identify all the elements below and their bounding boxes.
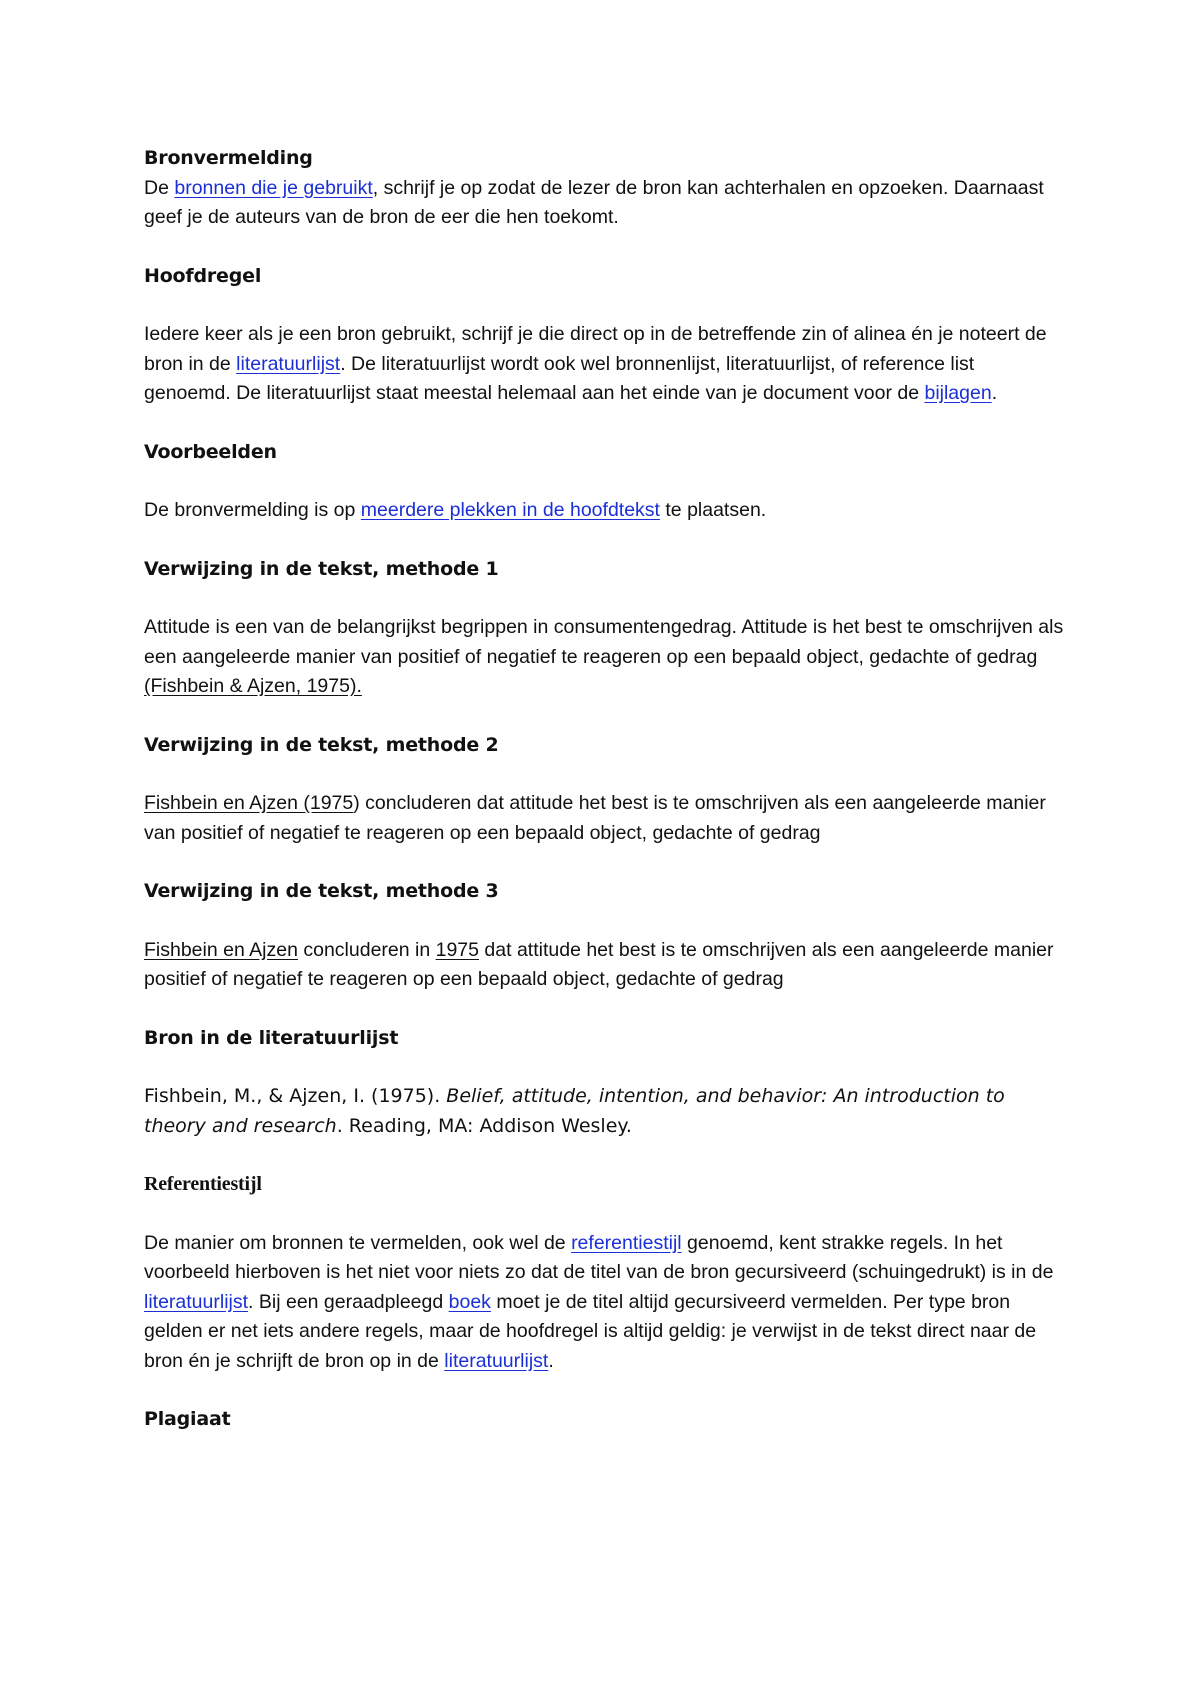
link-meerdere-plekken[interactable]: meerdere plekken in de hoofdtekst bbox=[360, 499, 660, 521]
text-run: , schrijf je op zodat de lezer de bron kan achterhalen en opzoeken. Daarnaast geef je de auteurs van de bron de eer die hen toekomt. bbox=[144, 176, 1044, 228]
paragraph-hoofdregel bbox=[144, 320, 1064, 409]
text-run: . De literatuurlijst wordt ook wel bronnenlijst, literatuurlijst, of reference list genoemd. De literatuurlijst staat meestal helemaal aan het einde van je document voor de bbox=[144, 352, 975, 404]
link-boek[interactable]: boek bbox=[448, 1290, 491, 1313]
heading-hoofdregel: Hoofdregel bbox=[144, 264, 262, 287]
text-run: De bbox=[144, 176, 175, 199]
heading-literatuurlijst: Bron in de literatuurlijst bbox=[144, 1026, 399, 1049]
link-literatuurlijst[interactable]: literatuurlijst bbox=[236, 352, 341, 375]
text-run: dat attitude het best is te omschrijven als een aangeleerde manier positief of negatief te reageren op een bepaald object, gedachte of gedrag bbox=[144, 938, 1054, 990]
citation-authors: Fishbein en Ajzen bbox=[144, 938, 298, 961]
link-literatuurlijst[interactable]: literatuurlijst bbox=[444, 1349, 549, 1372]
reference-entry bbox=[144, 1082, 1064, 1141]
text-run: . Bij een geraadpleegd bbox=[248, 1290, 449, 1313]
paragraph-methode-1 bbox=[144, 613, 1064, 702]
link-bronnen-die-je-gebruikt[interactable]: bronnen die je gebruikt bbox=[174, 176, 373, 199]
paragraph-methode-3 bbox=[144, 936, 1064, 995]
paragraph-bronvermelding bbox=[144, 174, 1064, 233]
document-body bbox=[144, 144, 1064, 1435]
text-run: Attitude is een van de belangrijkst begrippen in consumentengedrag. Attitude is het best te omschrijven als een aangeleerde manier van positief of negatief te reageren op een bepaald object, gedachte of gedrag bbox=[144, 616, 1064, 668]
heading-referentiestijl: Referentiestijl bbox=[144, 1173, 262, 1195]
link-referentiestijl[interactable]: referentiestijl bbox=[571, 1231, 682, 1254]
paragraph-voorbeelden bbox=[144, 496, 1064, 526]
heading-methode-1: Verwijzing in de tekst, methode 1 bbox=[144, 557, 499, 580]
heading-bronvermelding: Bronvermelding bbox=[144, 147, 313, 169]
text-run: Fishbein, M., & Ajzen, I. (1975). bbox=[144, 1085, 447, 1107]
text-run: Iedere keer als je een bron gebruikt, schrijf je die direct op in de betreffende zin of alinea én je noteert de bron in de bbox=[144, 323, 1047, 375]
text-run: genoemd, kent strakke regels. In het voorbeeld hierboven is het niet voor niets zo dat de titel van de bron gecursiveerd (schuingedrukt) is in de bbox=[144, 1231, 1054, 1283]
text-run: De bronvermelding is op bbox=[144, 499, 361, 521]
link-literatuurlijst[interactable]: literatuurlijst bbox=[144, 1290, 249, 1313]
citation-year: 1975 bbox=[435, 938, 479, 961]
link-bijlagen[interactable]: bijlagen bbox=[924, 382, 992, 404]
paragraph-methode-2 bbox=[144, 789, 1064, 848]
heading-methode-2: Verwijzing in de tekst, methode 2 bbox=[144, 733, 499, 756]
text-run: te plaatsen. bbox=[659, 499, 767, 521]
heading-methode-3: Verwijzing in de tekst, methode 3 bbox=[144, 880, 499, 902]
citation-fishbein-ajzen: (Fishbein & Ajzen, 1975). bbox=[144, 675, 362, 697]
text-run: . bbox=[991, 382, 998, 404]
text-run: moet je de titel altijd gecursiveerd vermelden. Per type bron gelden er net iets andere regels, maar de hoofdregel is altijd geldig: je verwijst in de tekst direct naar de bron én je schrijft de bron op in de bbox=[144, 1290, 1037, 1372]
text-run: . bbox=[548, 1349, 554, 1372]
reference-title: Belief, attitude, intention, and behavior: An introduction to theory and research bbox=[144, 1085, 1005, 1137]
heading-voorbeelden: Voorbeelden bbox=[144, 440, 277, 463]
text-run: concluderen in bbox=[297, 938, 436, 961]
text-run: . Reading, MA: Addison Wesley. bbox=[336, 1114, 632, 1137]
text-run: ) concluderen dat attitude het best is te omschrijven als een aangeleerde manier van positief of negatief te reageren op een bepaald object, gedachte of gedrag bbox=[144, 792, 1046, 844]
paragraph-referentiestijl bbox=[144, 1229, 1064, 1377]
heading-plagiaat: Plagiaat bbox=[144, 1408, 231, 1430]
citation-fishbein-ajzen: Fishbein en Ajzen (1975 bbox=[144, 792, 354, 814]
text-run: De manier om bronnen te vermelden, ook wel de bbox=[144, 1231, 572, 1254]
